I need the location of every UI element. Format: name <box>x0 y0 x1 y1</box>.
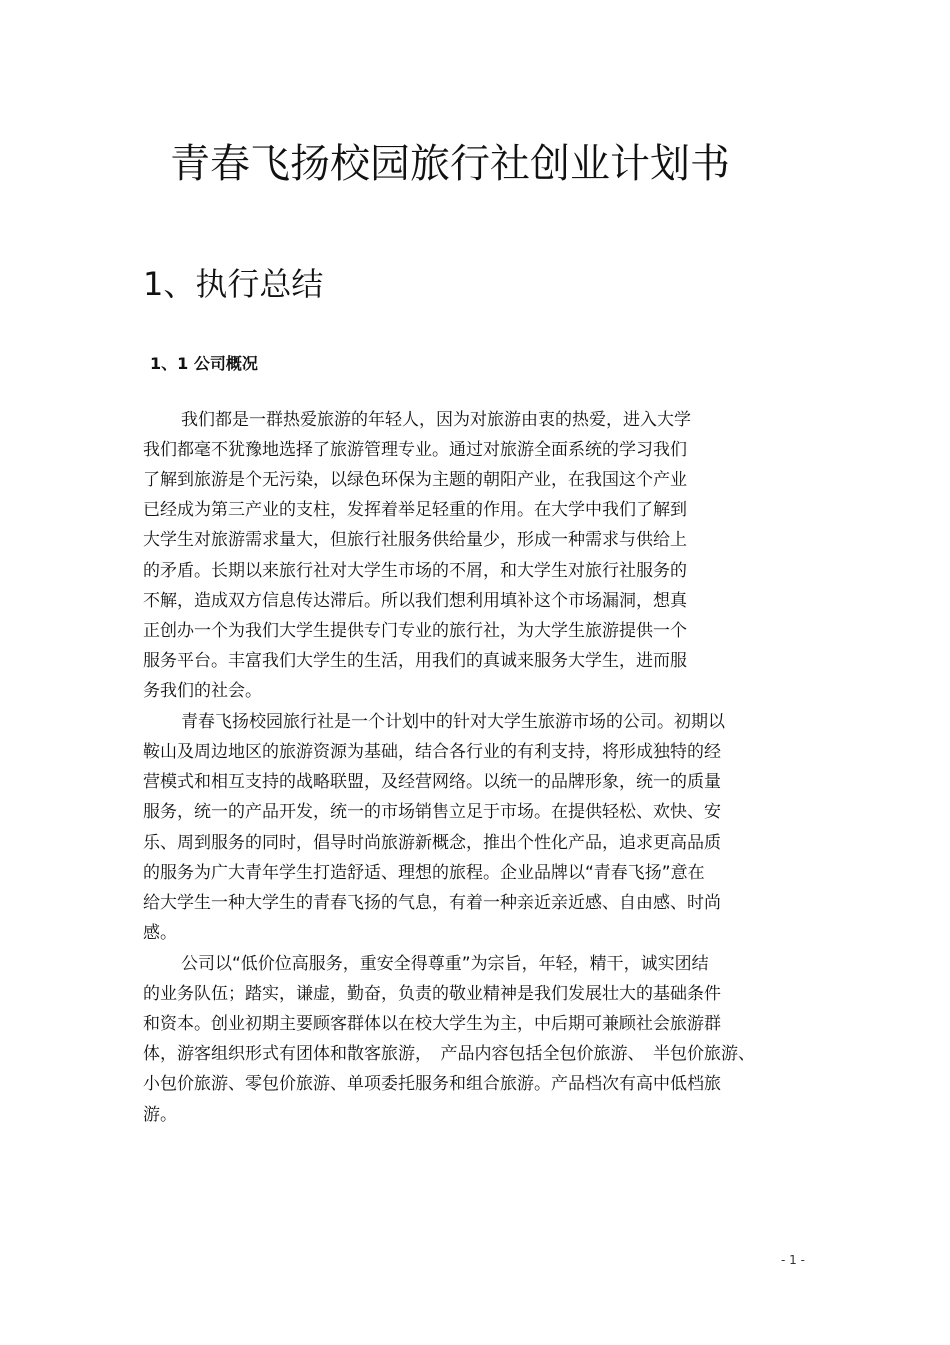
paragraph-line: 和资本。创业初期主要顾客群体以在校大学生为主，中后期可兼顾社会旅游群 <box>143 1014 721 1034</box>
paragraph-line: 务我们的社会。 <box>143 681 262 701</box>
paragraph-line: 鞍山及周边地区的旅游资源为基础，结合各行业的有利支持，将形成独特的经 <box>143 742 721 762</box>
paragraph-line: 大学生对旅游需求量大，但旅行社服务供给量少，形成一种需求与供给上 <box>143 530 687 550</box>
paragraph-line: 的服务为广大青年学生打造舒适、理想的旅程。企业品牌以“青春飞扬”意在 <box>143 863 705 883</box>
paragraph-line: 公司以“低价位高服务，重安全得尊重”为宗旨，年轻，精干，诚实团结 <box>181 954 709 974</box>
paragraph-line: 我们都毫不犹豫地选择了旅游管理专业。通过对旅游全面系统的学习我们 <box>143 440 687 460</box>
paragraph-line: 我们都是一群热爱旅游的年轻人，因为对旅游由衷的热爱，进入大学 <box>181 410 691 430</box>
page-number: - 1 - <box>781 1253 805 1267</box>
paragraph-line: 不解，造成双方信息传达滞后。所以我们想利用填补这个市场漏洞，想真 <box>143 591 687 611</box>
paragraph-line: 乐、周到服务的同时，倡导时尚旅游新概念，推出个性化产品，追求更高品质 <box>143 833 721 853</box>
paragraph-line: 给大学生一种大学生的青春飞扬的气息，有着一种亲近亲近感、自由感、时尚 <box>143 893 721 913</box>
paragraph-line: 服务平台。丰富我们大学生的生活，用我们的真诚来服务大学生，进而服 <box>143 651 687 671</box>
subsection-heading-company-overview: 1、1 公司概况 <box>150 354 258 373</box>
paragraph-line: 了解到旅游是个无污染，以绿色环保为主题的朝阳产业，在我国这个产业 <box>143 470 687 490</box>
paragraph-line: 正创办一个为我们大学生提供专门专业的旅行社，为大学生旅游提供一个 <box>143 621 687 641</box>
document-title: 青春飞扬校园旅行社创业计划书 <box>170 141 730 187</box>
paragraph-line: 的业务队伍；踏实，谦虚，勤奋，负责的敬业精神是我们发展壮大的基础条件 <box>143 984 721 1004</box>
paragraph-line: 青春飞扬校园旅行社是一个计划中的针对大学生旅游市场的公司。初期以 <box>181 712 725 732</box>
paragraph-line: 已经成为第三产业的支柱，发挥着举足轻重的作用。在大学中我们了解到 <box>143 500 687 520</box>
paragraph-line: 服务，统一的产品开发，统一的市场销售立足于市场。在提供轻松、欢快、安 <box>143 802 721 822</box>
paragraph-line: 体，游客组织形式有团体和散客旅游， 产品内容包括全包价旅游、 半包价旅游、 <box>143 1044 755 1064</box>
paragraph-line: 营模式和相互支持的战略联盟，及经营网络。以统一的品牌形象，统一的质量 <box>143 772 721 792</box>
paragraph-line: 小包价旅游、零包价旅游、单项委托服务和组合旅游。产品档次有高中低档旅 <box>143 1074 721 1094</box>
paragraph-line: 的矛盾。长期以来旅行社对大学生市场的不屑，和大学生对旅行社服务的 <box>143 561 687 581</box>
paragraph-line: 游。 <box>143 1105 177 1125</box>
section-heading-executive-summary: 1、执行总结 <box>143 265 324 303</box>
paragraph-line: 感。 <box>143 923 177 943</box>
